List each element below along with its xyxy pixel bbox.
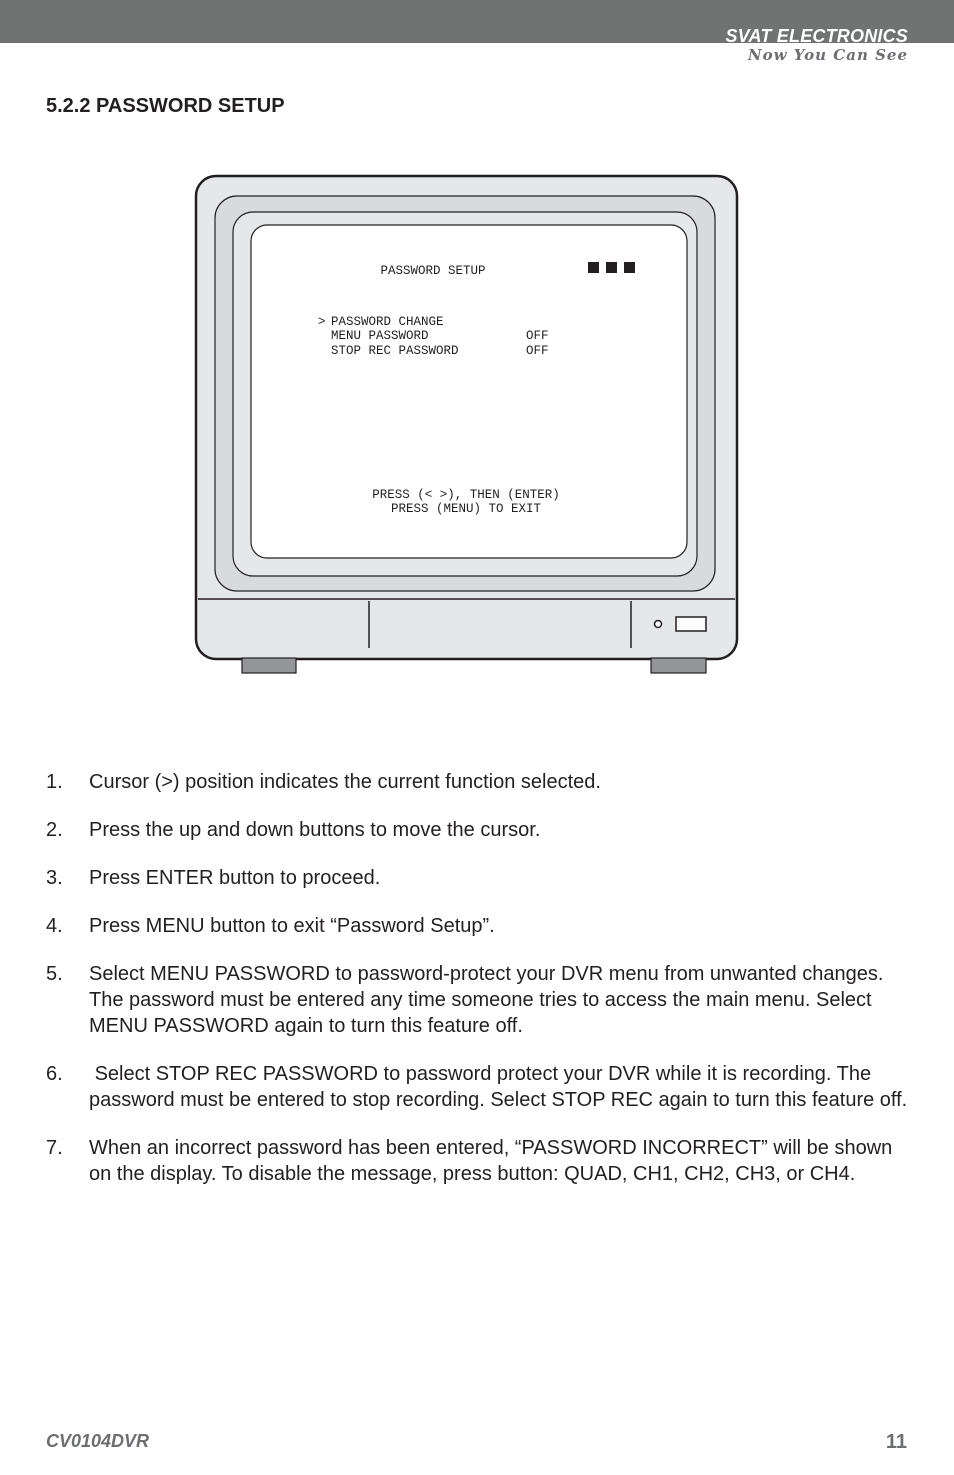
list-item (46, 913, 914, 939)
osd-item-password-change: PASSWORD CHANGE (331, 315, 444, 329)
brand-name: SVAT ELECTRONICS (725, 26, 908, 46)
section-title: 5.2.2 PASSWORD SETUP (46, 95, 285, 117)
osd-block-1 (588, 262, 599, 273)
step-text: Select MENU PASSWORD to password-protect your DVR menu from unwanted changes. The password must be entered any time someone tries to access the main menu. Select MENU PASSWORD again to turn this feature off. (89, 963, 884, 1037)
footer-model: CV0104DVR (46, 1431, 150, 1451)
osd-value-menu-password: OFF (526, 329, 549, 343)
list-item (46, 1135, 914, 1187)
list-item (46, 865, 914, 891)
step-number: 2. (46, 819, 63, 841)
osd-title: PASSWORD SETUP (380, 264, 486, 278)
step-number: 3. (46, 867, 63, 889)
power-button-icon (676, 617, 706, 631)
step-number: 6. (46, 1063, 63, 1085)
osd-cursor: > (318, 315, 326, 329)
step-text: Select STOP REC PASSWORD to password protect your DVR while it is recording. The password must be entered to stop recording. Select STOP REC again to turn this feature off. (89, 1063, 908, 1111)
step-number: 5. (46, 963, 63, 985)
osd-hint-line2: PRESS (MENU) TO EXIT (390, 502, 542, 516)
step-number: 7. (46, 1137, 63, 1159)
list-item (46, 817, 914, 843)
osd-hint-line1: PRESS (< >), THEN (ENTER) (372, 488, 560, 502)
list-item (46, 961, 914, 1039)
monitor-foot-right (651, 658, 706, 673)
step-text: Press ENTER button to proceed. (89, 867, 381, 889)
list-item (46, 1061, 914, 1113)
monitor-foot-left (242, 658, 296, 673)
step-text: Press MENU button to exit “Password Setup”. (89, 915, 495, 937)
step-text: When an incorrect password has been entered, “PASSWORD INCORRECT” will be shown on the display. To disable the message, press button: QUAD, CH1, CH2, CH3, or CH4. (89, 1137, 893, 1185)
monitor-illustration (0, 0, 954, 700)
step-text: Cursor (>) position indicates the current function selected. (89, 771, 601, 793)
step-text: Press the up and down buttons to move the cursor. (89, 819, 541, 841)
osd-item-menu-password: MENU PASSWORD (331, 329, 429, 343)
osd-item-stop-rec-password: STOP REC PASSWORD (331, 344, 459, 358)
step-number: 1. (46, 771, 63, 793)
osd-block-2 (606, 262, 617, 273)
osd-value-stop-rec-password: OFF (526, 344, 549, 358)
osd-block-3 (624, 262, 635, 273)
brand-tagline: Now You Can See (747, 46, 908, 64)
step-number: 4. (46, 915, 63, 937)
page-number: 11 (885, 1431, 907, 1453)
list-item (46, 769, 914, 795)
instruction-list (46, 769, 914, 1209)
power-led-icon (655, 621, 662, 628)
